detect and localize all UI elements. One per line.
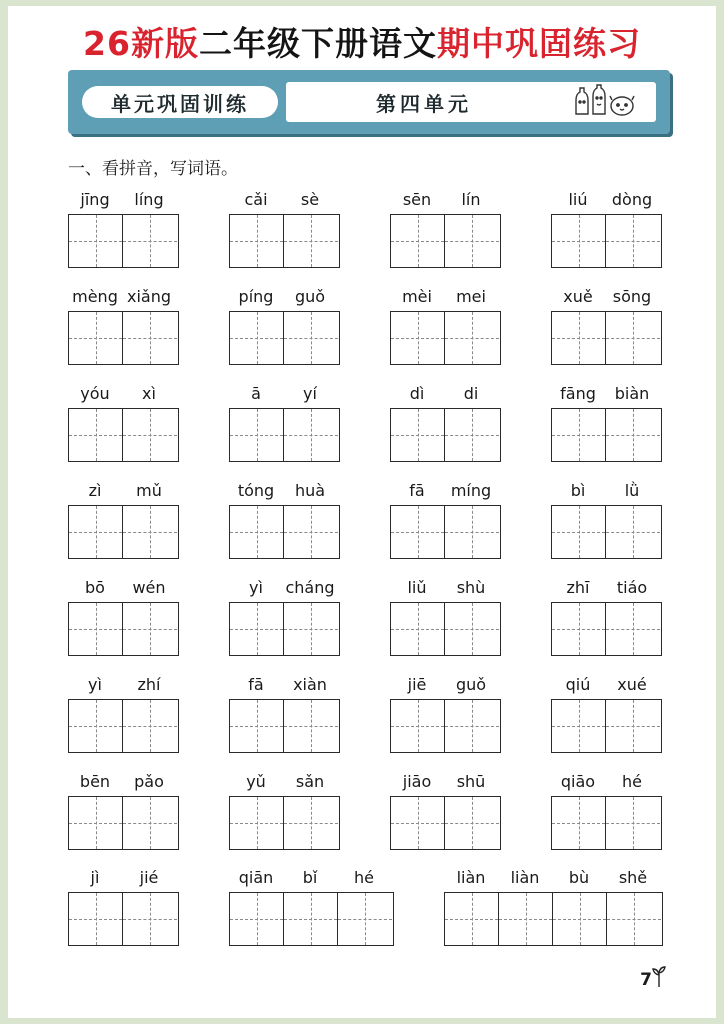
pinyin-line <box>229 481 339 505</box>
pinyin-line <box>229 772 339 796</box>
tianzige-grid <box>229 408 340 462</box>
sprout-icon <box>652 966 666 988</box>
word-exercise <box>68 384 178 464</box>
pinyin-syllable: bō <box>85 578 105 597</box>
pinyin-line <box>229 868 393 892</box>
section-title: 一、看拼音，写词语。 <box>68 159 238 179</box>
tianzige-grid <box>551 214 662 268</box>
pinyin-line <box>68 384 178 408</box>
word-exercise <box>551 384 661 464</box>
writing-cell[interactable] <box>284 603 338 655</box>
pinyin-syllable: zhī <box>566 578 590 597</box>
pinyin-syllable: jīng <box>80 190 110 209</box>
writing-cell[interactable] <box>69 700 123 752</box>
pinyin-line <box>551 481 661 505</box>
pinyin-syllable: sè <box>300 190 320 209</box>
writing-cell[interactable] <box>123 506 177 558</box>
writing-cell[interactable] <box>445 797 499 849</box>
word-exercise <box>68 190 178 270</box>
word-exercise <box>390 772 500 852</box>
pinyin-line <box>390 190 500 214</box>
pinyin-syllable: sōng <box>612 287 652 306</box>
writing-cell[interactable] <box>230 797 284 849</box>
pinyin-syllable: mèi <box>402 287 432 306</box>
writing-cell[interactable] <box>123 893 177 945</box>
pinyin-line <box>551 578 661 602</box>
tianzige-grid <box>390 505 501 559</box>
writing-cell[interactable] <box>391 506 445 558</box>
word-exercise <box>229 868 393 948</box>
pinyin-syllable: sǎn <box>295 772 325 791</box>
tianzige-grid <box>68 892 179 946</box>
writing-cell[interactable] <box>69 797 123 849</box>
pinyin-line <box>229 675 339 699</box>
writing-cell[interactable] <box>123 797 177 849</box>
pinyin-syllable: dòng <box>611 190 653 209</box>
pinyin-syllable: guǒ <box>294 287 326 306</box>
word-exercise <box>390 384 500 464</box>
writing-cell[interactable] <box>284 506 338 558</box>
word-exercise <box>390 481 500 561</box>
pinyin-line <box>390 675 500 699</box>
word-exercise <box>551 772 661 852</box>
writing-cell[interactable] <box>230 312 284 364</box>
writing-cell[interactable] <box>445 603 499 655</box>
writing-cell[interactable] <box>230 893 284 945</box>
writing-cell[interactable] <box>606 312 660 364</box>
word-exercise <box>229 384 339 464</box>
pinyin-syllable: cǎi <box>244 190 268 209</box>
word-exercise <box>68 578 178 658</box>
writing-cell[interactable] <box>606 215 660 267</box>
tianzige-grid <box>229 311 340 365</box>
word-exercise <box>551 481 661 561</box>
writing-cell[interactable] <box>230 700 284 752</box>
title-part-exam: 期中巩固练习 <box>436 24 641 63</box>
pinyin-syllable: hé <box>354 868 374 887</box>
word-exercise <box>68 772 178 852</box>
word-exercise <box>229 481 339 561</box>
tianzige-grid <box>390 699 501 753</box>
writing-cell[interactable] <box>284 893 338 945</box>
writing-cell[interactable] <box>338 893 392 945</box>
tianzige-grid <box>551 699 662 753</box>
pinyin-syllable: hé <box>622 772 642 791</box>
writing-cell[interactable] <box>69 409 123 461</box>
word-exercise <box>390 190 500 270</box>
word-exercise <box>444 868 662 948</box>
pinyin-syllable: huà <box>294 481 326 500</box>
writing-cell[interactable] <box>391 409 445 461</box>
pinyin-syllable: yí <box>303 384 317 403</box>
pinyin-syllable: fā <box>409 481 425 500</box>
pinyin-line <box>390 578 500 602</box>
writing-cell[interactable] <box>607 893 661 945</box>
pinyin-syllable: wén <box>132 578 166 597</box>
word-exercise <box>390 287 500 367</box>
pinyin-line <box>551 772 661 796</box>
pinyin-line <box>68 578 178 602</box>
pinyin-syllable: biàn <box>614 384 650 403</box>
pinyin-syllable: tóng <box>237 481 275 500</box>
tianzige-grid <box>551 796 662 850</box>
word-exercise <box>551 287 661 367</box>
pinyin-syllable: shù <box>456 578 486 597</box>
writing-cell[interactable] <box>499 893 553 945</box>
tianzige-grid <box>390 796 501 850</box>
unit-name: 第四单元 <box>376 92 472 116</box>
pinyin-syllable: cháng <box>285 578 335 597</box>
pinyin-syllable: sēn <box>402 190 432 209</box>
writing-cell[interactable] <box>230 409 284 461</box>
writing-cell[interactable] <box>552 215 606 267</box>
pinyin-syllable: zhí <box>137 675 161 694</box>
writing-cell[interactable] <box>230 506 284 558</box>
word-exercise <box>68 287 178 367</box>
tianzige-grid <box>229 892 394 946</box>
pinyin-syllable: ā <box>251 384 261 403</box>
pinyin-line <box>390 384 500 408</box>
page-title <box>8 18 716 65</box>
pinyin-line <box>390 772 500 796</box>
pinyin-line <box>390 481 500 505</box>
tianzige-grid <box>229 505 340 559</box>
pinyin-syllable: liú <box>568 190 588 209</box>
writing-cell[interactable] <box>69 506 123 558</box>
pinyin-syllable: bēn <box>79 772 111 791</box>
tianzige-grid <box>390 408 501 462</box>
pinyin-line <box>229 578 339 602</box>
word-exercise <box>551 675 661 755</box>
pinyin-syllable: qiāo <box>560 772 596 791</box>
tianzige-grid <box>68 214 179 268</box>
writing-cell[interactable] <box>606 603 660 655</box>
writing-cell[interactable] <box>69 312 123 364</box>
writing-cell[interactable] <box>69 603 123 655</box>
worksheet-page <box>8 6 716 1018</box>
pinyin-line <box>229 384 339 408</box>
tianzige-grid <box>390 602 501 656</box>
tianzige-grid <box>229 602 340 656</box>
word-exercise <box>229 578 339 658</box>
tianzige-grid <box>551 602 662 656</box>
writing-cell[interactable] <box>552 506 606 558</box>
pinyin-syllable: mei <box>456 287 486 306</box>
pinyin-syllable: zì <box>88 481 102 500</box>
writing-cell[interactable] <box>391 603 445 655</box>
writing-cell[interactable] <box>284 409 338 461</box>
tianzige-grid <box>229 699 340 753</box>
pinyin-syllable: mèng <box>72 287 118 306</box>
pinyin-line <box>68 675 178 699</box>
pinyin-syllable: bì <box>570 481 586 500</box>
pinyin-syllable: tiáo <box>616 578 648 597</box>
pinyin-syllable: jié <box>139 868 159 887</box>
tianzige-grid <box>551 311 662 365</box>
title-part-subject: 二年级下册语文 <box>198 24 437 63</box>
word-exercise <box>68 481 178 561</box>
tianzige-grid <box>390 311 501 365</box>
pinyin-syllable: fā <box>248 675 264 694</box>
pinyin-syllable: shě <box>618 868 648 887</box>
writing-cell[interactable] <box>123 215 177 267</box>
pinyin-syllable: bù <box>568 868 590 887</box>
tianzige-grid <box>68 505 179 559</box>
pinyin-syllable: xiǎng <box>126 287 171 306</box>
writing-cell[interactable] <box>445 215 499 267</box>
pinyin-syllable: yì <box>249 578 263 597</box>
pinyin-syllable: qiú <box>565 675 591 694</box>
writing-cell[interactable] <box>552 603 606 655</box>
writing-cell[interactable] <box>552 312 606 364</box>
pinyin-syllable: liàn <box>510 868 540 887</box>
pinyin-line <box>68 481 178 505</box>
writing-cell[interactable] <box>123 700 177 752</box>
unit-banner <box>68 70 670 134</box>
word-exercise <box>229 190 339 270</box>
writing-cell[interactable] <box>123 312 177 364</box>
writing-cell[interactable] <box>445 312 499 364</box>
pinyin-syllable: xiàn <box>293 675 327 694</box>
pinyin-syllable: xì <box>142 384 156 403</box>
pinyin-line <box>229 287 339 311</box>
tianzige-grid <box>551 408 662 462</box>
pinyin-syllable: dì <box>409 384 425 403</box>
pinyin-syllable: xué <box>617 675 647 694</box>
pinyin-syllable: liǔ <box>407 578 427 597</box>
pinyin-syllable: yǔ <box>246 772 266 791</box>
pinyin-syllable: liàn <box>456 868 486 887</box>
writing-cell[interactable] <box>391 215 445 267</box>
word-exercise <box>229 772 339 852</box>
pinyin-line <box>68 190 178 214</box>
tianzige-grid <box>390 214 501 268</box>
word-exercise <box>229 287 339 367</box>
tianzige-grid <box>68 796 179 850</box>
pinyin-syllable: lín <box>461 190 481 209</box>
pinyin-syllable: jiē <box>407 675 427 694</box>
title-part-grade-tag: 26新版 <box>83 24 199 63</box>
writing-cell[interactable] <box>230 215 284 267</box>
writing-cell[interactable] <box>391 797 445 849</box>
writing-cell[interactable] <box>445 506 499 558</box>
tianzige-grid <box>444 892 663 946</box>
page-number: 7 <box>640 970 652 990</box>
pinyin-syllable: lǜ <box>624 481 640 500</box>
word-exercise <box>229 675 339 755</box>
writing-cell[interactable] <box>553 893 607 945</box>
word-exercise <box>551 578 661 658</box>
pinyin-line <box>68 287 178 311</box>
pinyin-line <box>390 287 500 311</box>
writing-cell[interactable] <box>123 603 177 655</box>
pinyin-line <box>68 868 178 892</box>
writing-cell[interactable] <box>69 893 123 945</box>
tianzige-grid <box>551 505 662 559</box>
pinyin-syllable: qiān <box>238 868 274 887</box>
pinyin-syllable: líng <box>134 190 164 209</box>
pinyin-syllable: di <box>463 384 479 403</box>
pinyin-syllable: shū <box>456 772 486 791</box>
word-exercise <box>68 675 178 755</box>
pinyin-line <box>551 190 661 214</box>
writing-cell[interactable] <box>606 409 660 461</box>
pinyin-syllable: jiāo <box>402 772 432 791</box>
word-exercise <box>390 578 500 658</box>
writing-cell[interactable] <box>284 215 338 267</box>
writing-cell[interactable] <box>391 700 445 752</box>
pinyin-line <box>229 190 339 214</box>
writing-cell[interactable] <box>552 797 606 849</box>
writing-cell[interactable] <box>606 797 660 849</box>
pinyin-line <box>551 287 661 311</box>
pinyin-line <box>444 868 662 892</box>
writing-cell[interactable] <box>230 603 284 655</box>
pinyin-syllable: guǒ <box>455 675 487 694</box>
writing-cell[interactable] <box>445 893 499 945</box>
writing-cell[interactable] <box>284 312 338 364</box>
pinyin-line <box>551 384 661 408</box>
pinyin-line <box>68 772 178 796</box>
pinyin-syllable: mǔ <box>136 481 162 500</box>
writing-cell[interactable] <box>284 797 338 849</box>
word-exercise <box>390 675 500 755</box>
writing-cell[interactable] <box>284 700 338 752</box>
pinyin-syllable: fāng <box>560 384 596 403</box>
pinyin-syllable: jì <box>90 868 100 887</box>
tianzige-grid <box>68 602 179 656</box>
writing-cell[interactable] <box>606 506 660 558</box>
tianzige-grid <box>229 214 340 268</box>
cartoon-bottle-characters-icon <box>568 84 648 120</box>
writing-cell[interactable] <box>445 409 499 461</box>
pinyin-line <box>551 675 661 699</box>
tianzige-grid <box>68 408 179 462</box>
writing-cell[interactable] <box>123 409 177 461</box>
tianzige-grid <box>68 311 179 365</box>
writing-cell[interactable] <box>445 700 499 752</box>
pinyin-syllable: bǐ <box>302 868 318 887</box>
pinyin-syllable: yì <box>88 675 102 694</box>
pinyin-syllable: yóu <box>80 384 110 403</box>
pinyin-syllable: xuě <box>563 287 593 306</box>
pinyin-syllable: míng <box>450 481 492 500</box>
writing-cell[interactable] <box>552 700 606 752</box>
writing-cell[interactable] <box>552 409 606 461</box>
banner-label: 单元巩固训练 <box>82 86 278 118</box>
word-exercise <box>551 190 661 270</box>
writing-cell[interactable] <box>606 700 660 752</box>
pinyin-syllable: píng <box>238 287 274 306</box>
word-exercise <box>68 868 178 948</box>
pinyin-syllable: pǎo <box>134 772 164 791</box>
tianzige-grid <box>68 699 179 753</box>
unit-name-box <box>286 82 656 122</box>
writing-cell[interactable] <box>69 215 123 267</box>
tianzige-grid <box>229 796 340 850</box>
writing-cell[interactable] <box>391 312 445 364</box>
